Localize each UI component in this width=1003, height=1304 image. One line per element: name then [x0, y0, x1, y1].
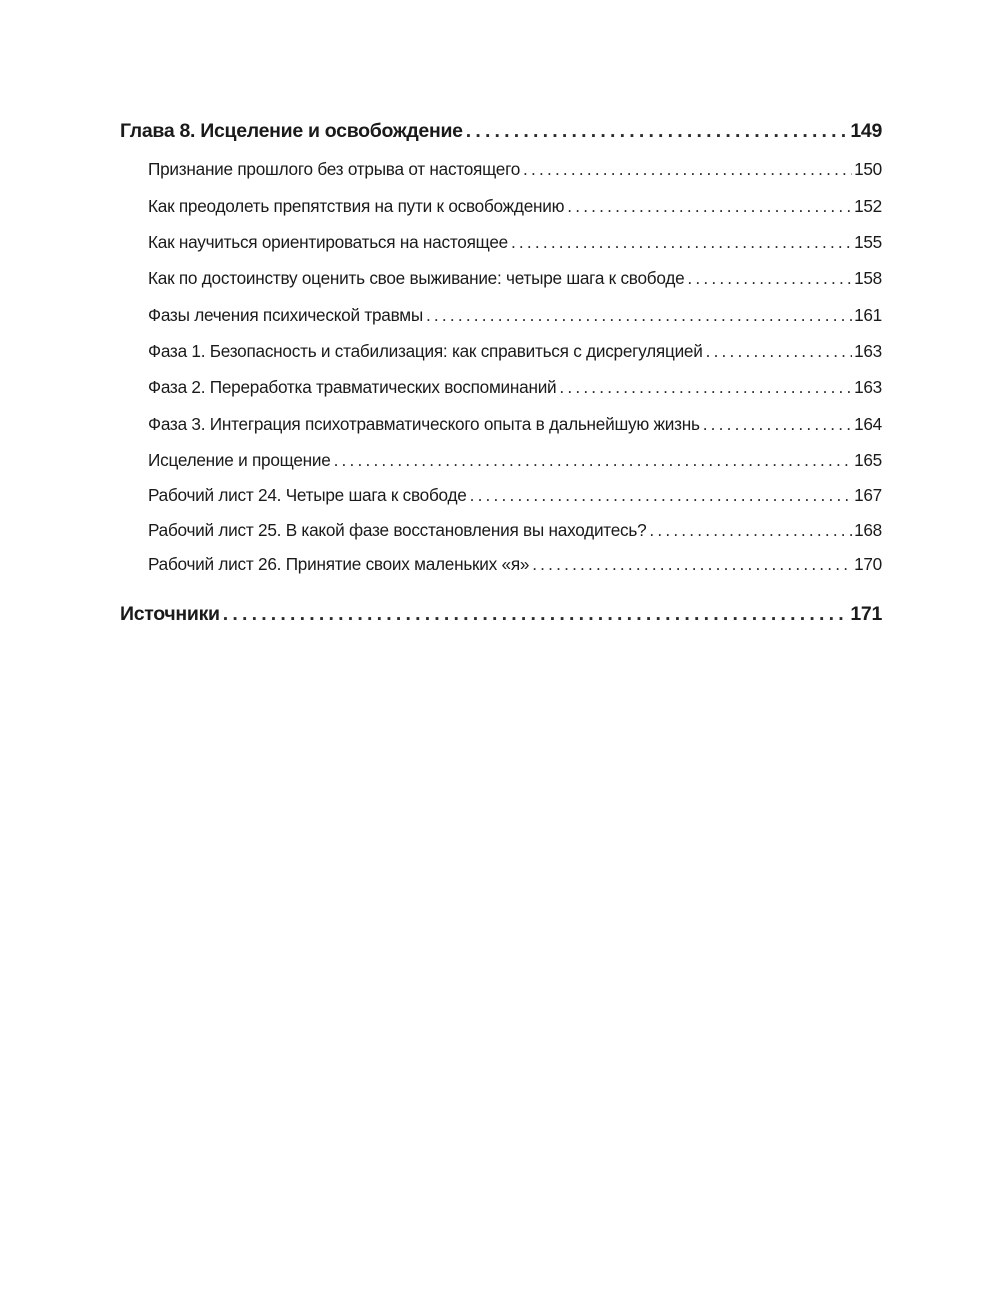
dot-leader [649, 520, 852, 541]
toc-item-page: 168 [854, 520, 882, 540]
toc-item-page: 163 [854, 341, 882, 361]
dot-leader [334, 450, 853, 471]
dot-leader [523, 159, 852, 180]
dot-leader [223, 603, 849, 626]
toc-item-title: Признание прошлого без отрыва от настоящего [148, 159, 521, 179]
toc-item-page: 165 [854, 450, 882, 470]
dot-leader [567, 196, 852, 217]
toc-item-title: Как научиться ориентироваться на настоящее [148, 232, 508, 252]
toc-sources-page: 171 [850, 603, 882, 625]
toc-item-page: 161 [854, 305, 882, 325]
dot-leader [559, 377, 852, 398]
dot-leader [470, 485, 852, 506]
dot-leader [706, 341, 852, 362]
toc-item [148, 485, 882, 506]
dot-leader [687, 268, 852, 289]
toc-item [148, 159, 882, 180]
toc-item [148, 341, 882, 362]
toc-chapter-heading [120, 120, 882, 143]
dot-leader [703, 414, 852, 435]
dot-leader [511, 232, 852, 253]
toc-item [148, 268, 882, 289]
toc-chapter-title: Глава 8. Исцеление и освобождение [120, 120, 463, 142]
toc-item-page: 164 [854, 414, 882, 434]
toc-item [148, 520, 882, 541]
toc-item [148, 450, 882, 471]
dot-leader [426, 305, 852, 326]
toc-chapter-page: 149 [850, 120, 882, 142]
toc-item [148, 305, 882, 326]
toc-item-title: Фаза 3. Интеграция психотравматического опыта в дальнейшую жизнь [148, 414, 700, 434]
toc-item [148, 554, 882, 575]
toc-item-title: Рабочий лист 24. Четыре шага к свободе [148, 485, 467, 505]
toc-item-page: 152 [854, 196, 882, 216]
toc-item-title: Исцеление и прощение [148, 450, 331, 470]
toc-item [148, 196, 882, 217]
toc-sources-heading [120, 603, 882, 626]
toc-item-page: 158 [854, 268, 882, 288]
toc-item-title: Фаза 1. Безопасность и стабилизация: как справиться с дисрегуляцией [148, 341, 703, 361]
toc-item [148, 414, 882, 435]
toc-sources-title: Источники [120, 603, 220, 625]
toc-item-title: Фазы лечения психической травмы [148, 305, 423, 325]
toc-item-title: Рабочий лист 26. Принятие своих маленьких «я» [148, 554, 530, 574]
toc-item-page: 167 [854, 485, 882, 505]
toc-item [148, 377, 882, 398]
toc-item-page: 155 [854, 232, 882, 252]
dot-leader [466, 120, 849, 143]
toc-item-page: 163 [854, 377, 882, 397]
toc-item-page: 150 [854, 159, 882, 179]
toc-item-title: Как по достоинству оценить свое выживание: четыре шага к свободе [148, 268, 685, 288]
dot-leader [532, 554, 852, 575]
toc-item-title: Фаза 2. Переработка травматических воспоминаний [148, 377, 557, 397]
toc-item-title: Рабочий лист 25. В какой фазе восстановления вы находитесь? [148, 520, 647, 540]
toc-item-title: Как преодолеть препятствия на пути к освобождению [148, 196, 565, 216]
toc-item-page: 170 [854, 554, 882, 574]
toc-item [148, 232, 882, 253]
